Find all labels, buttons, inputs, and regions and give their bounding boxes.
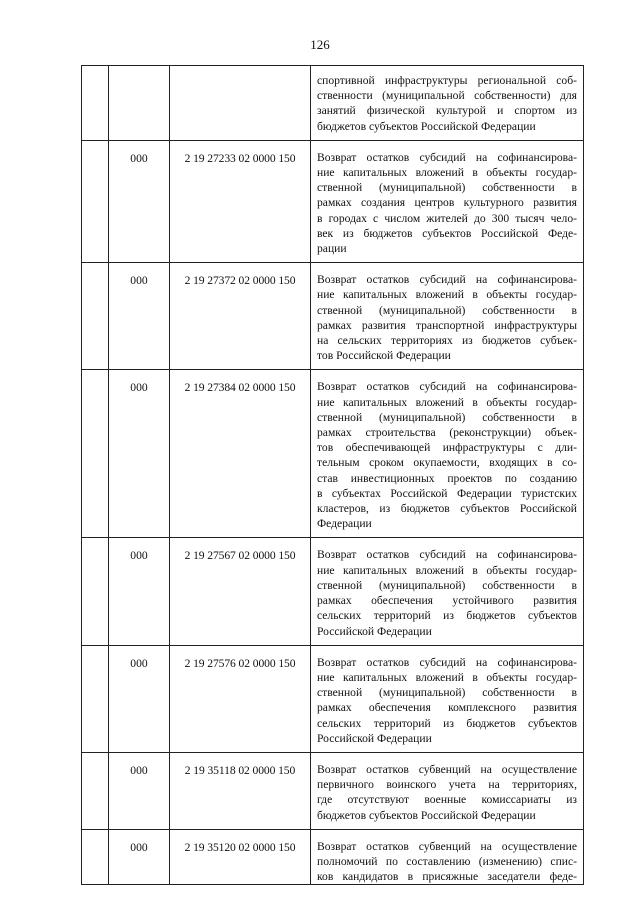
name-line: бюджетов субъектов Российской Федерации: [317, 808, 536, 822]
income-name-cell: [311, 140, 584, 262]
name-line: занятий физической культурой и спортом из: [317, 104, 577, 118]
name-line: рамках развития транспортной инфраструктуры: [317, 318, 577, 332]
name-line: ние капитальных вложений в объекты государ-: [317, 395, 577, 409]
page-number: 126: [310, 37, 330, 52]
name-line: Возврат остатков субсидий на софинансирова-: [317, 655, 577, 669]
blank-cell: [82, 140, 109, 262]
admin-code-cell: 000: [109, 538, 170, 645]
admin-code-cell: 000: [109, 263, 170, 370]
table-body: [82, 66, 584, 885]
name-line: Российской Федерации: [317, 624, 432, 638]
table-row: [82, 752, 584, 829]
name-line: Возврат остатков субсидий на софинансирова-: [317, 548, 577, 562]
name-line: полномочий по составлению (изменению) спис-: [317, 854, 577, 868]
blank-cell: [82, 752, 109, 829]
table-row: [82, 370, 584, 538]
budget-code-cell: 2 19 27233 02 0000 150: [170, 140, 311, 262]
name-line: ние капитальных вложений в объекты государ-: [317, 563, 577, 577]
table-row: [82, 66, 584, 141]
name-line: спортивной инфраструктуры региональной соб-: [317, 74, 577, 87]
name-line: тельным сроком окупаемости, входящих в со-: [317, 456, 577, 470]
name-line: ственной (муниципальной) собственности в: [317, 578, 577, 592]
name-line: рамках обеспечения комплексного развития: [317, 701, 577, 715]
name-line: на сельских территориях из бюджетов субъек-: [317, 334, 577, 348]
income-name-cell: [311, 645, 584, 752]
table-row: [82, 829, 584, 885]
table-row: [82, 538, 584, 645]
admin-code-cell: 000: [109, 370, 170, 538]
name-line: Возврат остатков субвенций на осуществление: [317, 839, 577, 853]
blank-cell: [82, 645, 109, 752]
name-line: тов Российской Федерации: [317, 349, 451, 363]
name-line: в субъектах Российской Федерации туристских: [317, 486, 577, 500]
name-line: в городах с числом жителей до 300 тысяч чело-: [317, 211, 577, 225]
blank-cell: [82, 370, 109, 538]
admin-code-cell: [109, 66, 170, 141]
name-line: ков кандидатов в присяжные заседатели феде-: [317, 870, 577, 884]
admin-code-cell: 000: [109, 645, 170, 752]
name-line: рации: [317, 242, 347, 256]
name-line: рамках строительства (реконструкции) объек-: [317, 426, 577, 440]
name-line: ние капитальных вложений в объекты государ-: [317, 288, 577, 302]
blank-cell: [82, 829, 109, 885]
name-line: став инвестиционных проектов по созданию: [317, 471, 577, 485]
table-row: [82, 263, 584, 370]
income-name-cell: [311, 370, 584, 538]
income-name-cell: [311, 263, 584, 370]
budget-code-cell: 2 19 35120 02 0000 150: [170, 829, 311, 885]
name-line: век из бюджетов субъектов Российской Феде-: [317, 226, 577, 240]
budget-code-cell: 2 19 27576 02 0000 150: [170, 645, 311, 752]
admin-code-cell: 000: [109, 752, 170, 829]
name-line: ственной (муниципальной) собственности в: [317, 303, 577, 317]
name-line: Возврат остатков субсидий на софинансирова-: [317, 380, 577, 394]
name-line: ние капитальных вложений в объекты государ-: [317, 670, 577, 684]
name-line: рамках создания центров культурного развития: [317, 196, 577, 210]
name-line: первичного воинского учета на территориях,: [317, 778, 577, 792]
admin-code-cell: 000: [109, 140, 170, 262]
name-line: Возврат остатков субсидий на софинансирова-: [317, 150, 577, 164]
income-name-cell: [311, 538, 584, 645]
name-line: Российской Федерации: [317, 731, 432, 745]
name-line: Возврат остатков субсидий на софинансирова-: [317, 273, 577, 287]
table-row: [82, 140, 584, 262]
name-line: где отсутствуют военные комиссариаты из: [317, 793, 577, 807]
budget-code-cell: [170, 66, 311, 141]
name-line: Федерации: [317, 517, 372, 531]
budget-classification-table: [81, 65, 584, 885]
budget-code-cell: 2 19 35118 02 0000 150: [170, 752, 311, 829]
name-line: кластеров, из бюджетов субъектов Российской: [317, 502, 577, 516]
table-row: [82, 645, 584, 752]
income-name-cell: [311, 752, 584, 829]
name-line: бюджетов субъектов Российской Федерации: [317, 119, 536, 133]
name-line: ственной (муниципальной) собственности в: [317, 410, 577, 424]
budget-code-cell: 2 19 27384 02 0000 150: [170, 370, 311, 538]
name-line: рамках обеспечения устойчивого развития: [317, 594, 577, 608]
name-line: ственной (муниципальной) собственности в: [317, 686, 577, 700]
admin-code-cell: 000: [109, 829, 170, 885]
blank-cell: [82, 66, 109, 141]
name-line: ственности (муниципальной собственности) для: [317, 89, 577, 103]
name-line: ственной (муниципальной) собственности в: [317, 181, 577, 195]
name-line: ние капитальных вложений в объекты государ-: [317, 166, 577, 180]
budget-code-cell: 2 19 27372 02 0000 150: [170, 263, 311, 370]
name-line: сельских территорий из бюджетов субъектов: [317, 716, 577, 730]
name-line: сельских территорий из бюджетов субъектов: [317, 609, 577, 623]
income-name-cell: [311, 829, 584, 885]
name-line: Возврат остатков субвенций на осуществление: [317, 762, 577, 776]
budget-code-cell: 2 19 27567 02 0000 150: [170, 538, 311, 645]
income-name-cell: [311, 66, 584, 141]
blank-cell: [82, 538, 109, 645]
blank-cell: [82, 263, 109, 370]
name-line: тов обеспечивающей инфраструктуры с дли-: [317, 441, 577, 455]
